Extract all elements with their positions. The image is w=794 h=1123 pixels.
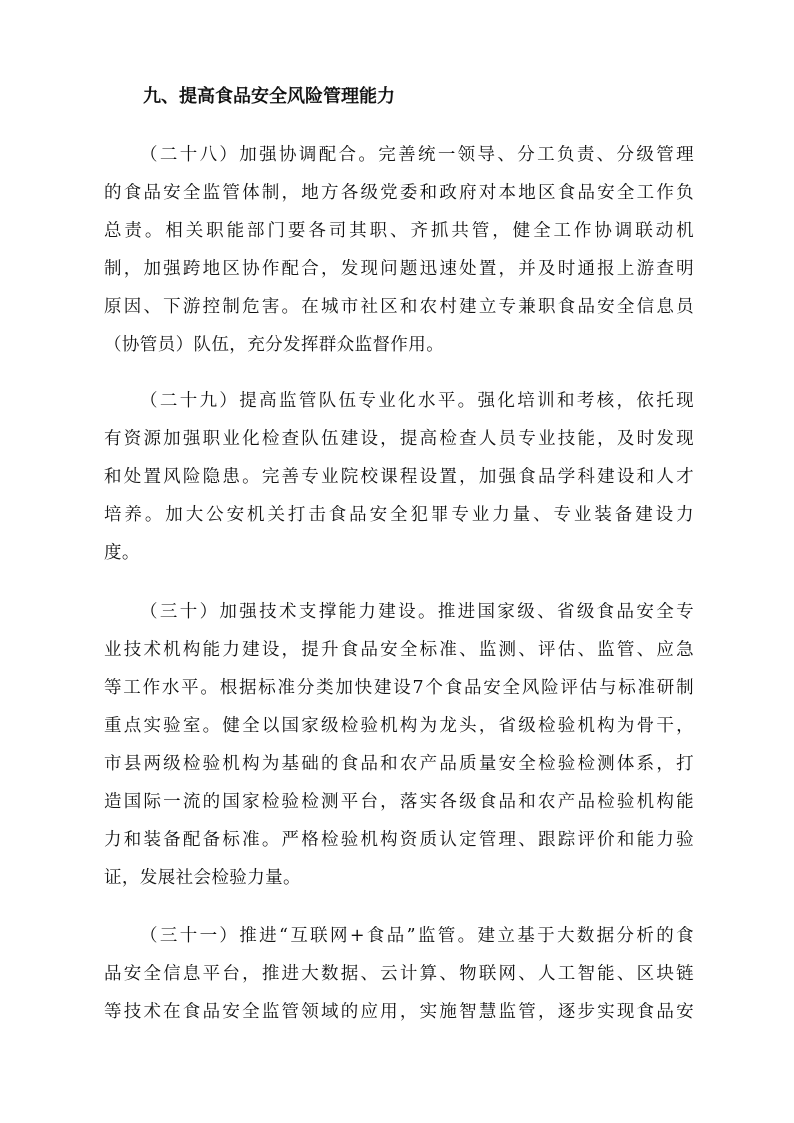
paragraph-31: [104, 917, 694, 1031]
paragraph-line: 和处置风险隐患。完善专业院校课程设置，加强食品学科建设和人才: [104, 467, 694, 487]
paragraph-line: 有资源加强职业化检查队伍建设，提高检查人员专业技能，及时发现: [104, 429, 694, 449]
paragraph-line: 的食品安全监管体制，地方各级党委和政府对本地区食品安全工作负: [104, 183, 694, 203]
paragraph-29: [104, 382, 694, 572]
paragraph-line: （二十八）加强协调配合。完善统一领导、分工负责、分级管理: [140, 145, 694, 165]
paragraph-line: 等技术在食品安全监管领域的应用，实施智慧监管，逐步实现食品安: [104, 1002, 694, 1022]
paragraph-28: [104, 136, 694, 364]
paragraph-30: [104, 593, 694, 897]
paragraph-line: （二十九）提高监管队伍专业化水平。强化培训和考核，依托现: [140, 391, 694, 411]
paragraph-line: （三十一）推进“互联网+食品”监管。建立基于大数据分析的食: [140, 926, 694, 946]
paragraph-line: 造国际一流的国家检验检测平台，落实各级食品和农产品检验机构能: [104, 792, 694, 812]
paragraph-line: 力和装备配备标准。严格检验机构资质认定管理、跟踪评价和能力验: [104, 830, 694, 850]
paragraph-line: 制，加强跨地区协作配合，发现问题迅速处置，并及时通报上游查明: [104, 259, 694, 279]
paragraph-line: 业技术机构能力建设，提升食品安全标准、监测、评估、监管、应急: [104, 640, 694, 660]
paragraph-line: 市县两级检验机构为基础的食品和农产品质量安全检验检测体系，打: [104, 754, 694, 774]
paragraph-line: 品安全信息平台，推进大数据、云计算、物联网、人工智能、区块链: [104, 964, 694, 984]
paragraph-line: 等工作水平。根据标准分类加快建设7个食品安全风险评估与标准研制: [104, 678, 694, 698]
section-heading: 九、提高食品安全风险管理能力: [143, 86, 395, 107]
paragraph-line: 总责。相关职能部门要各司其职、齐抓共管，健全工作协调联动机: [104, 221, 694, 241]
paragraph-line: 原因、下游控制危害。在城市社区和农村建立专兼职食品安全信息员: [104, 297, 694, 317]
paragraph-line: 证，发展社会检验力量。: [104, 868, 301, 888]
paragraph-line: 重点实验室。健全以国家级检验机构为龙头，省级检验机构为骨干，: [104, 716, 694, 736]
paragraph-line: （三十）加强技术支撑能力建设。推进国家级、省级食品安全专: [140, 602, 694, 622]
paragraph-line: 度。: [104, 543, 140, 563]
paragraph-line: 培养。加大公安机关打击食品安全犯罪专业力量、专业装备建设力: [104, 505, 694, 525]
paragraph-line: （协管员）队伍，充分发挥群众监督作用。: [104, 335, 445, 355]
